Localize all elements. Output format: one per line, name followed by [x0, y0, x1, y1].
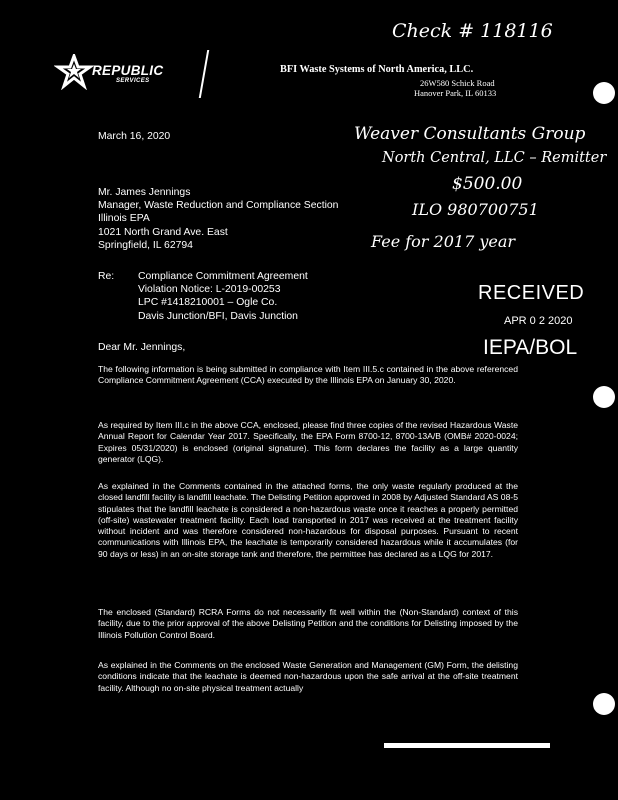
recipient-street: 1021 North Grand Ave. East [98, 226, 228, 238]
handwritten-remitter-line1: Weaver Consultants Group [354, 124, 586, 144]
recipient-name: Mr. James Jennings [98, 187, 191, 198]
logo-brand: REPUBLIC [92, 63, 164, 78]
stamp-received: RECEIVED [478, 282, 585, 304]
logo-sub: SERVICES [116, 78, 150, 84]
company-address1: 26W580 Schick Road [420, 78, 495, 88]
re-line1: Compliance Commitment Agreement [138, 271, 308, 282]
recipient-title: Manager, Waste Reduction and Compliance Section [98, 200, 339, 212]
republic-logo [54, 54, 194, 94]
letter-date: March 16, 2020 [98, 131, 171, 142]
company-name: BFI Waste Systems of North America, LLC. [280, 64, 474, 75]
logo-divider [199, 50, 209, 98]
punch-hole-3 [593, 693, 615, 715]
recipient-block [98, 186, 338, 252]
body-paragraph-3: As explained in the Comments contained in the attached forms, the only waste regularly produced at the closed landfill facility is landfill leachate. The Delisting Petition approved in 2008 by Adjusted Standard AS 08-5 stipulates that the landfill leachate is considered a non-hazardous waste once it reaches a properly permitted (off-site) wastewater treatment facility. Each load transported in 2017 was received at the treatment facility without incident and was therefore considered non-hazardous for disposal purposes. Pursuant to recent communications with Illinois EPA, the leachate is temporarily considered hazardous while it accumulates (for 90 days or less) in an on-site storage tank and therefore, the permittee has declared as a LQG for 2017. [98, 481, 518, 559]
body-paragraph-5: As explained in the Comments on the enclosed Waste Generation and Management (GM) Form, the delisting conditions indicate that the leachate is deemed non-hazardous upon the safe arrival at the off-site treatment facility. Although no on-site physical treatment actually [98, 660, 518, 693]
handwritten-amount: $500.00 [452, 174, 523, 194]
salutation: Dear Mr. Jennings, [98, 342, 186, 353]
handwritten-ilo: ILO 980700751 [412, 200, 539, 219]
recycle-star-icon [54, 54, 94, 90]
recipient-org: Illinois EPA [98, 213, 150, 225]
handwritten-check-number: Check # 118116 [392, 20, 553, 42]
company-address2: Hanover Park, IL 60133 [414, 88, 497, 98]
bottom-scan-mark [384, 743, 550, 748]
stamp-agency: IEPA/BOL [483, 336, 578, 359]
re-line2: Violation Notice: L-2019-00253 [138, 284, 281, 296]
body-paragraph-2: As required by Item III.c in the above CCA, enclosed, please find three copies of the revised Hazardous Waste Annual Report for Calendar Year 2017. Specifically, the EPA Form 8700-12, 8700-13A/B (OMB# 2020-0024; Expires 05/31/2020) is enclosed (original signature). This form declares the facility as a large quantity generator (LQG). [98, 420, 518, 464]
re-block [138, 270, 308, 323]
punch-hole-1 [593, 82, 615, 104]
body-paragraph-1: The following information is being submitted in compliance with Item III.5.c contained in the above referenced Compliance Commitment Agreement (CCA) executed by the Illinois EPA on January 30, 2020. [98, 364, 518, 386]
recipient-city: Springfield, IL 62794 [98, 239, 193, 251]
re-label: Re: [98, 271, 115, 282]
punch-hole-2 [593, 386, 615, 408]
stamp-date: APR 0 2 2020 [504, 315, 573, 327]
handwritten-remitter-line2: North Central, LLC – Remitter [382, 150, 607, 166]
re-line4: Davis Junction/BFI, Davis Junction [138, 310, 298, 322]
re-line3: LPC #1418210001 – Ogle Co. [138, 297, 278, 309]
handwritten-fee: Fee for 2017 year [371, 232, 516, 251]
body-paragraph-4: The enclosed (Standard) RCRA Forms do not necessarily fit well within the (Non-Standard) context of this facility, due to the prior approval of the above Delisting Petition and the conditions for Delisting imposed by the Illinois Pollution Control Board. [98, 607, 518, 640]
